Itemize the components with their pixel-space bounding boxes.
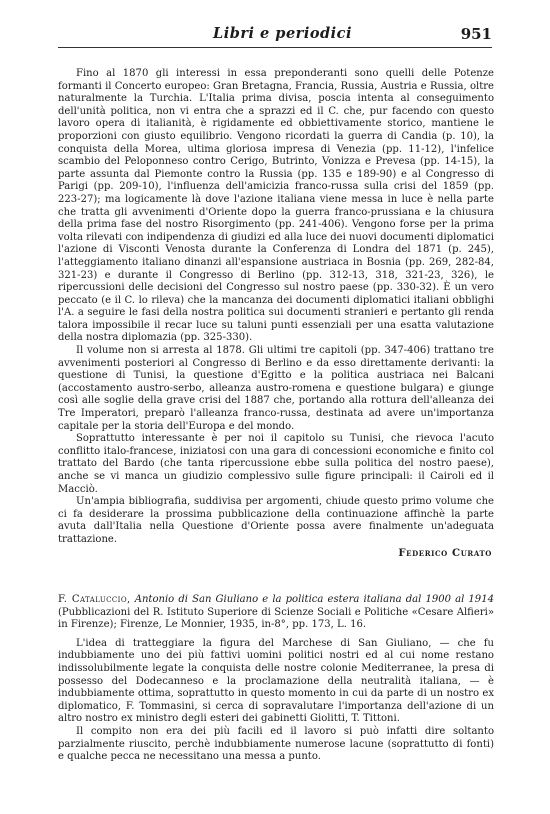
review-paragraph: L'idea di tratteggiare la figura del Marchese di San Giuliano, — che fu indubbiamente uno dei più fattivi uomini politici nostri ed al cui nome restano indissolubilmente legate la conquista delle nostre colonie Mediterranee, la presa di possesso del Dodecanneso e la proclamazione della neutralità italiana, — è indubbiamente ottima, soprattutto in questo momento in cui da parte di un nostro ex diplomatico, F. Tommasini, si cerca di sopravalutare l'importanza dell'azione di un altro nostro ex ministro degli esteri dei gabinetti Giolitti, T. Tittoni. — [58, 637, 494, 725]
reviewer-signature: Federico Curato — [398, 547, 492, 559]
review-paragraph: Fino al 1870 gli interessi in essa preponderanti sono quelli delle Potenze formanti il Concerto europeo: Gran Bretagna, Francia, Russia, Austria e Russia, oltre naturalmente la Turchia. L'Italia prima divisa, poscia intenta al conseguimento dell'unità politica, non vi entra che a sprazzi ed il C. che, pur facendo con questo lavoro opera di italianità, è rigidamente ed obbiettivamente storico, mantiene le proporzioni con giusto equilibrio. Vengono ricordati la guerra di Candia (p. 10), la conquista della Morea, ultima gloriosa impresa di Venezia (pp. 11-12), l'infelice scambio del Peloponneso contro Cerigo, Butrinto, Vonizza e Prevesa (pp. 14-15), la parte assunta dal Piemonte contro la Russia (pp. 135 e 189-90) e al Congresso di Parigi (pp. 209-10), l'influenza dell'amicizia franco-russa sulla crisi del 1859 (pp. 223-27); ma logicamente là dove l'azione italiana viene messa in luce è nella parte che tratta gli avvenimenti d'Oriente dopo la guerra franco-prussiana e la chiusura della prima fase del nostro Risorgimento (pp. 241-406). Vengono forse per la prima volta rilevati con indipendenza di giudizi ed alla luce dei nuovi documenti diplomatici l'azione di Visconti Venosta durante la Conferenza di Londra del 1871 (p. 245), l'atteggiamento italiano dinanzi all'espansione austriaca in Bosnia (pp. 269, 282-84, 321-23) e durante il Congresso di Berlino (pp. 312-13, 318, 321-23, 326), le ripercussioni delle decisioni del Congresso sul nostro paese (pp. 330-32). È un vero peccato (e il C. lo rileva) che la mancanza dei documenti diplomatici italiani obblighi l'A. a seguire le fasi della nostra politica sui documenti stranieri e pertanto gli renda talora impossibile il recar luce su taluni punti essenziali per una esatta valutazione della nostra diplomazia (pp. 325-330). — [58, 68, 494, 344]
journal-section-title: Libri e periodici — [213, 25, 352, 42]
book-details: (Pubblicazioni del R. Istituto Superiore di Scienze Sociali e Politiche «Cesare Alfieri» in Firenze); Firenze, Le Monnier, 1935, in-8°, pp. 173, L. 16. — [58, 606, 494, 631]
bibliographic-entry — [58, 594, 494, 632]
page-number: 951 — [460, 25, 492, 43]
book-author: F. Cataluccio, — [58, 594, 131, 605]
review-2 — [58, 594, 494, 764]
review-paragraph: Il volume non si arresta al 1878. Gli ultimi tre capitoli (pp. 347-406) trattano tre avvenimenti posteriori al Congresso di Berlino e da esso direttamente derivanti: la questione di Tunisi, la questione d'Egitto e la politica austriaca nei Balcani (accostamento austro-serbo, alleanza austro-romena e questione bulgara) e giunge così alle soglie della grave crisi del 1887 che, portando alla rottura dell'alleanza dei Tre Imperatori, preparò l'alleanza franco-russa, destinata ad avere un'importanza capitale per la storia dell'Europa e del mondo. — [58, 345, 494, 432]
header-rule — [58, 47, 492, 48]
review-paragraph: Un'ampia bibliografia, suddivisa per argomenti, chiude questo primo volume che ci fa desiderare la prossima pubblicazione della continuazione affinchè la parte avuta dall'Italia nella Questione d'Oriente possa avere finalmente un'adeguata trattazione. — [58, 496, 494, 545]
review-paragraph: Il compito non era dei più facili ed il lavoro si può infatti dire soltanto parzialmente riuscito, perchè indubbiamente numerose lacune (soprattutto di fonti) e qualche pecca ne necessitano una messa a punto. — [58, 725, 494, 763]
review-body-1 — [58, 68, 494, 547]
book-title: Antonio di San Giuliano e la politica estera italiana dal 1900 al 1914 — [134, 594, 494, 605]
running-header — [58, 23, 492, 49]
review-paragraph: Soprattutto interessante è per noi il capitolo su Tunisi, che rievoca l'acuto conflitto italo-francese, iniziatosi con una gara di concessioni economiche e finito col trattato del Bardo (che tanta ripercussione ebbe sulla politica del nostro paese), anche se vi manca un giudizio complessivo sulle figure principali: il Cairoli ed il Macciò. — [58, 433, 494, 495]
